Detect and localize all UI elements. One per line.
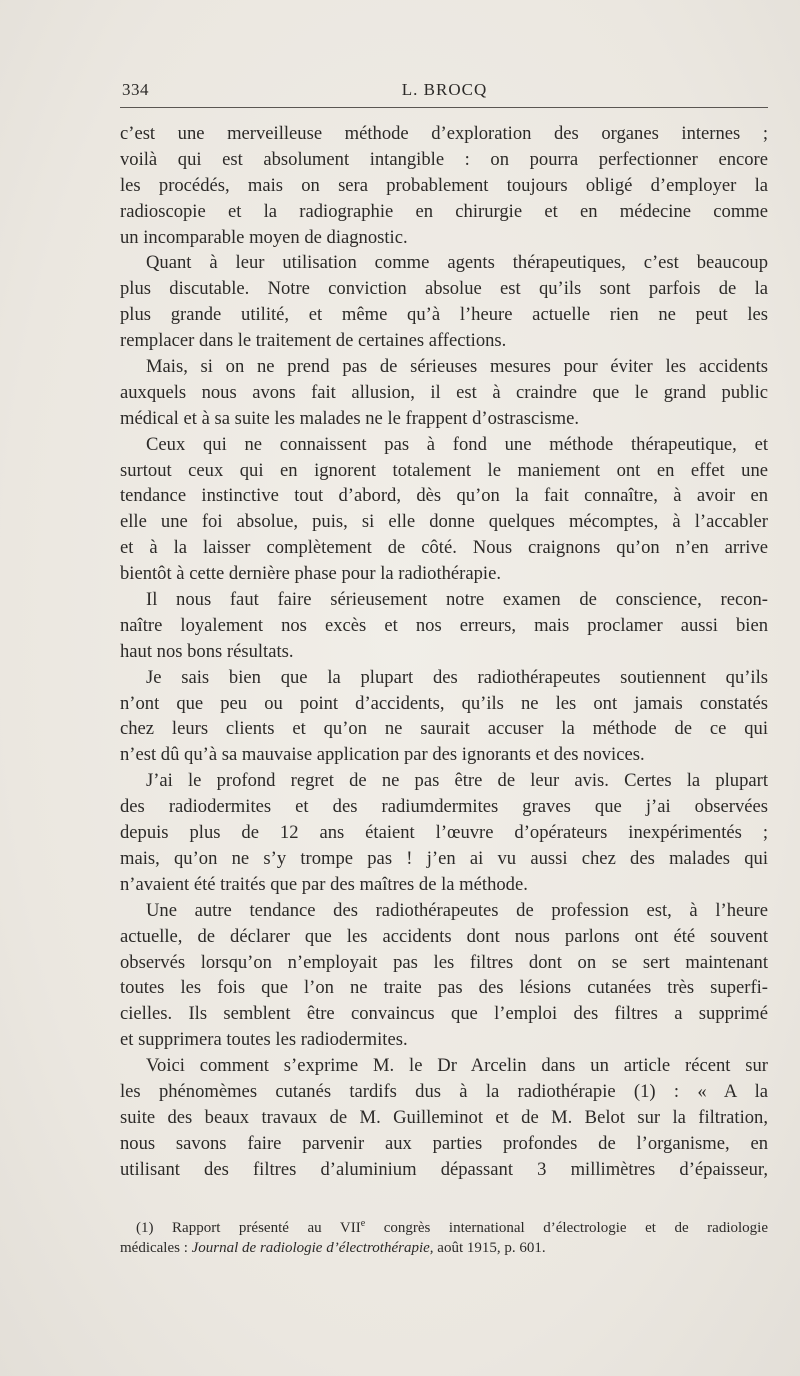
body-text <box>120 121 768 1183</box>
text-line: Une autre tendance des radiothérapeutes de profession est, à l’heure <box>146 899 768 921</box>
text-line: tendance instinctive tout d’abord, dès qu’on la fait connaître, à avoir en <box>120 485 768 507</box>
text-line: voilà qui est absolument intangible : on pourra perfectionner encore <box>120 148 768 170</box>
header-rule <box>120 107 768 108</box>
text-line: n’avaient été traités que par des maîtres de la méthode. <box>120 873 528 895</box>
text-line: Quant à leur utilisation comme agents thérapeutiques, c’est beaucoup <box>146 252 768 274</box>
text-line: Il nous faut faire sérieusement notre examen de conscience, recon- <box>146 589 768 611</box>
page-number: 334 <box>122 80 149 99</box>
text-line: et supprimera toutes les radiodermites. <box>120 1029 408 1051</box>
text-line: utilisant des filtres d’aluminium dépassant 3 millimètres d’épaisseur, <box>120 1158 768 1180</box>
text-line: nous savons faire parvenir aux parties profondes de l’organisme, en <box>120 1132 768 1154</box>
footnote <box>120 1218 768 1258</box>
text-line: suite des beaux travaux de M. Guilleminot et de M. Belot sur la filtration, <box>120 1106 768 1128</box>
text-line: c’est une merveilleuse méthode d’exploration des organes internes ; <box>120 123 768 144</box>
text-line: Mais, si on ne prend pas de sérieuses mesures pour éviter les accidents <box>146 356 768 378</box>
running-head: L. BROCQ <box>401 80 488 99</box>
text-line: depuis plus de 12 ans étaient l’œuvre d’opérateurs inexpérimentés ; <box>120 822 768 844</box>
text-line: un incomparable moyen de diagnostic. <box>120 226 408 248</box>
text-line: plus discutable. Notre conviction absolue est qu’ils sont parfois de la <box>120 278 768 300</box>
text-line: toutes les fois que l’on ne traite pas des lésions cutanées très superfi- <box>120 977 768 999</box>
text-line: naître loyalement nos excès et nos erreurs, mais proclamer aussi bien <box>120 614 768 636</box>
text-line: médical et à sa suite les malades ne le frappent d’ostrascisme. <box>120 407 579 429</box>
text-line: des radiodermites et des radiumdermites graves que j’ai observées <box>120 796 768 818</box>
text-line: bientôt à cette dernière phase pour la radiothérapie. <box>120 563 501 585</box>
text-line: surtout ceux qui en ignorent totalement le maniement ont en effet une <box>120 459 768 481</box>
text-line: J’ai le profond regret de ne pas être de leur avis. Certes la plupart <box>146 770 768 792</box>
footnote-line: (1) Rapport présenté au VIIe congrès international d’électrologie et de radiologie <box>136 1218 768 1236</box>
text-line: mais, qu’on ne s’y trompe pas ! j’en ai vu aussi chez des malades qui <box>120 847 768 869</box>
text-line: plus grande utilité, et même qu’à l’heure actuelle rien ne peut les <box>120 304 768 326</box>
text-line: Je sais bien que la plupart des radiothérapeutes soutiennent qu’ils <box>146 666 768 688</box>
text-line: chez leurs clients et qu’on ne saurait accuser la méthode de ce qui <box>120 718 768 740</box>
text-line: n’ont que peu ou point d’accidents, qu’ils ne les ont jamais constatés <box>120 692 768 714</box>
text-line: actuelle, de déclarer que les accidents dont nous parlons ont été souvent <box>120 925 768 947</box>
text-line: Voici comment s’exprime M. le Dr Arcelin dans un article récent sur <box>146 1055 768 1077</box>
page-header <box>122 80 767 104</box>
text-line: remplacer dans le traitement de certaines affections. <box>120 330 507 352</box>
journal-title: Journal de radiologie d’électrothérapie, <box>191 1240 434 1256</box>
text-line: les procédés, mais on sera probablement toujours obligé d’employer la <box>120 174 768 196</box>
text-line: observés lorsqu’on n’employait pas les filtres dont on se sert maintenant <box>120 951 768 973</box>
text-line: auxquels nous avons fait allusion, il est à craindre que le grand public <box>120 381 768 403</box>
text-line: elle une foi absolue, puis, si elle donne quelques mécomptes, à l’accabler <box>120 511 768 533</box>
text-line: cielles. Ils semblent être convaincus que l’emploi des filtres a supprimé <box>120 1003 768 1025</box>
footnote-line: médicales : Journal de radiologie d’électrothérapie, août 1915, p. 601. <box>120 1240 546 1256</box>
text-line: haut nos bons résultats. <box>120 640 294 662</box>
text-line: les phénomèmes cutanés tardifs dus à la radiothérapie (1) : « A la <box>120 1080 768 1102</box>
text-line: radioscopie et la radiographie en chirurgie et en médecine comme <box>120 200 768 222</box>
text-line: Ceux qui ne connaissent pas à fond une méthode thérapeutique, et <box>146 433 768 455</box>
text-line: n’est dû qu’à sa mauvaise application par des ignorants et des novices. <box>120 744 645 766</box>
text-line: et à la laisser complètement de côté. Nous craignons qu’on n’en arrive <box>120 537 768 559</box>
